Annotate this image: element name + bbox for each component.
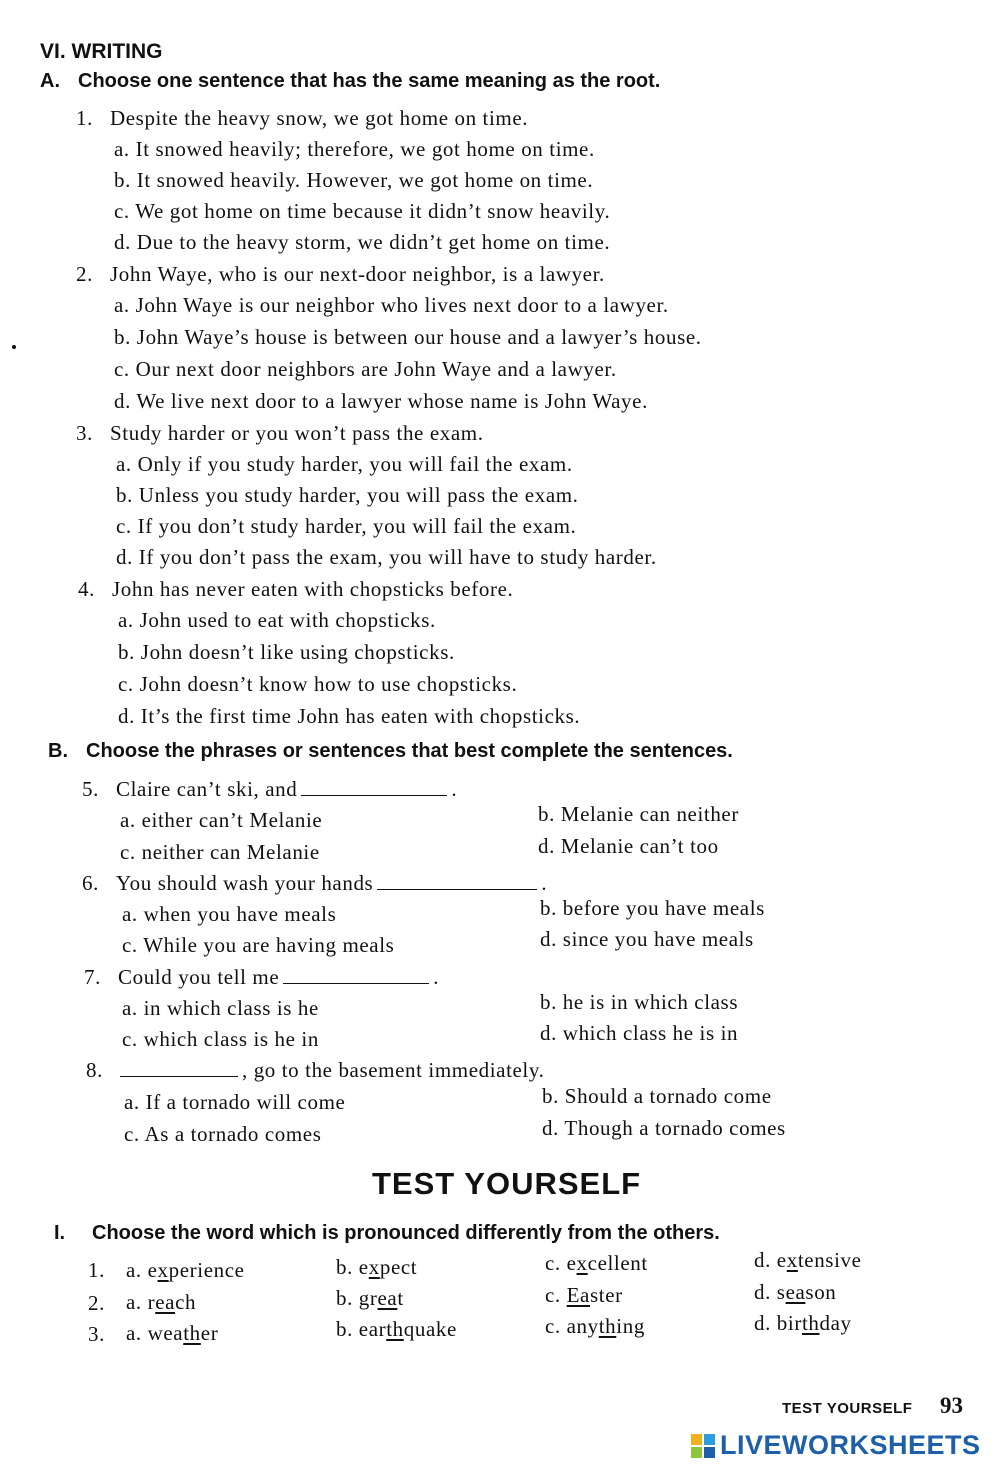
- underlined-sound: Ea: [566, 1283, 590, 1307]
- option-6c[interactable]: c. While you are having meals: [122, 933, 395, 957]
- word-part: cellent: [587, 1251, 648, 1275]
- option-4d[interactable]: d. It’s the first time John has eaten with chopsticks.: [118, 704, 581, 728]
- option-8c[interactable]: c. As a tornado comes: [124, 1122, 322, 1146]
- option-p1d[interactable]: [754, 1248, 862, 1273]
- question-7: [84, 965, 439, 990]
- part-i-title: Choose the word which is pronounced differently from the others.: [92, 1222, 720, 1244]
- option-7c[interactable]: c. which class is he in: [122, 1027, 319, 1051]
- part-b-letter: B.: [48, 740, 68, 762]
- option-2b[interactable]: b. John Waye’s house is between our house and a lawyer’s house.: [114, 325, 702, 349]
- option-7b[interactable]: b. he is in which class: [540, 990, 739, 1014]
- footer-title: TEST YOURSELF: [782, 1400, 913, 1417]
- word-part: d. e: [754, 1248, 787, 1272]
- part-i-heading: [54, 1222, 720, 1245]
- word-part: c. e: [545, 1251, 577, 1275]
- part-a-title: Choose one sentence that has the same meaning as the root.: [78, 70, 661, 92]
- question-5: [82, 777, 457, 802]
- underlined-sound: x: [157, 1258, 169, 1282]
- option-3a[interactable]: a. Only if you study harder, you will fail the exam.: [116, 452, 573, 476]
- answer-blank[interactable]: [301, 795, 447, 796]
- question-number: 2.: [76, 262, 93, 286]
- word-part: ster: [589, 1283, 623, 1307]
- question-end: .: [433, 965, 440, 989]
- question-text: You should wash your hands: [116, 871, 374, 895]
- question-text: Could you tell me: [118, 965, 280, 989]
- option-p3a[interactable]: [126, 1321, 218, 1346]
- question-8: [86, 1058, 544, 1083]
- option-1b[interactable]: b. It snowed heavily. However, we got home on time.: [114, 168, 594, 192]
- word-part: a. r: [126, 1290, 156, 1314]
- question-number: 1.: [76, 106, 93, 130]
- option-5a[interactable]: a. either can’t Melanie: [120, 808, 323, 832]
- part-a-heading: [40, 70, 660, 93]
- option-p2a[interactable]: [126, 1290, 196, 1315]
- test-yourself-title: TEST YOURSELF: [372, 1166, 642, 1201]
- word-part: t: [397, 1286, 404, 1310]
- question-number: 5.: [82, 777, 99, 801]
- question-number: 7.: [84, 965, 101, 989]
- word-part: ch: [175, 1290, 197, 1314]
- option-1c[interactable]: c. We got home on time because it didn’t snow heavily.: [114, 199, 611, 223]
- option-5c[interactable]: c. neither can Melanie: [120, 840, 320, 864]
- word-part: a. wea: [126, 1321, 184, 1345]
- part-a-letter: A.: [40, 70, 60, 92]
- underlined-sound: x: [576, 1251, 588, 1275]
- option-3d[interactable]: d. If you don’t pass the exam, you will have to study harder.: [116, 545, 657, 569]
- question-text: John has never eaten with chopsticks before.: [112, 577, 514, 601]
- option-7a[interactable]: a. in which class is he: [122, 996, 319, 1020]
- question-text: John Waye, who is our next-door neighbor, is a lawyer.: [110, 262, 605, 286]
- section-heading: VI. WRITING: [40, 40, 163, 63]
- question-text: , go to the basement immediately.: [242, 1058, 545, 1082]
- underlined-sound: th: [598, 1314, 617, 1338]
- part-b-title: Choose the phrases or sentences that best complete the sentences.: [86, 740, 733, 762]
- underlined-sound: ea: [785, 1280, 806, 1304]
- word-part: b. e: [336, 1255, 369, 1279]
- option-1a[interactable]: a. It snowed heavily; therefore, we got home on time.: [114, 137, 595, 161]
- word-part: d. s: [754, 1280, 786, 1304]
- underlined-sound: x: [786, 1248, 798, 1272]
- word-part: c. any: [545, 1314, 599, 1338]
- brand-name: LIVEWORKSHEETS: [720, 1430, 981, 1460]
- word-part: quake: [403, 1317, 457, 1341]
- word-part: er: [200, 1321, 219, 1345]
- part-b-heading: [48, 740, 733, 763]
- option-p1c[interactable]: [545, 1251, 648, 1276]
- question-2: [76, 262, 605, 287]
- word-part: c.: [545, 1283, 567, 1307]
- option-4a[interactable]: a. John used to eat with chopsticks.: [118, 608, 436, 632]
- option-p1b[interactable]: [336, 1255, 417, 1280]
- word-part: perience: [168, 1258, 245, 1282]
- liveworksheets-logo-icon: [690, 1433, 716, 1459]
- word-part: a. e: [126, 1258, 158, 1282]
- word-part: son: [805, 1280, 837, 1304]
- page-number: 93: [940, 1393, 963, 1418]
- answer-blank[interactable]: [120, 1076, 238, 1077]
- option-p3c[interactable]: [545, 1314, 645, 1339]
- question-3: [76, 421, 484, 446]
- word-part: b. ear: [336, 1317, 387, 1341]
- brand-watermark[interactable]: [690, 1430, 981, 1461]
- question-end: .: [451, 777, 458, 801]
- option-p2c[interactable]: [545, 1283, 623, 1308]
- option-6a[interactable]: a. when you have meals: [122, 902, 337, 926]
- pron-number-3: 3.: [88, 1322, 105, 1346]
- underlined-sound: ea: [377, 1286, 398, 1310]
- underlined-sound: x: [368, 1255, 380, 1279]
- option-7d[interactable]: d. which class he is in: [540, 1021, 739, 1045]
- pron-number-2: 2.: [88, 1291, 105, 1315]
- option-8b[interactable]: b. Should a tornado come: [542, 1084, 772, 1108]
- underlined-sound: th: [801, 1311, 820, 1335]
- word-part: pect: [379, 1255, 418, 1279]
- option-5d[interactable]: d. Melanie can’t too: [538, 834, 719, 858]
- option-p1a[interactable]: [126, 1258, 245, 1283]
- question-number: 3.: [76, 421, 93, 445]
- word-part: day: [819, 1311, 852, 1335]
- option-5b[interactable]: b. Melanie can neither: [538, 802, 739, 826]
- answer-blank[interactable]: [283, 983, 429, 984]
- word-part: d. bir: [754, 1311, 802, 1335]
- question-number: 6.: [82, 871, 99, 895]
- pron-number-1: 1.: [88, 1258, 105, 1282]
- word-part: tensive: [797, 1248, 862, 1272]
- option-2c[interactable]: c. Our next door neighbors are John Waye and a lawyer.: [114, 357, 617, 381]
- underlined-sound: th: [386, 1317, 404, 1341]
- option-3b[interactable]: b. Unless you study harder, you will pass the exam.: [116, 483, 579, 507]
- underlined-sound: ea: [155, 1290, 176, 1314]
- question-4: [78, 577, 513, 602]
- option-8a[interactable]: a. If a tornado will come: [124, 1090, 346, 1114]
- answer-blank[interactable]: [377, 889, 537, 890]
- option-2a[interactable]: a. John Waye is our neighbor who lives next door to a lawyer.: [114, 293, 669, 317]
- question-1: [76, 106, 528, 131]
- word-part: ing: [616, 1314, 645, 1338]
- question-number: 4.: [78, 577, 95, 601]
- part-i-letter: I.: [54, 1222, 66, 1244]
- question-number: 8.: [86, 1058, 103, 1082]
- question-end: .: [541, 871, 548, 895]
- question-text: Claire can’t ski, and: [116, 777, 298, 801]
- option-8d[interactable]: d. Though a tornado comes: [542, 1116, 786, 1140]
- option-p3d[interactable]: [754, 1311, 852, 1336]
- question-6: [82, 871, 547, 896]
- option-p2d[interactable]: [754, 1280, 836, 1305]
- option-2d[interactable]: d. We live next door to a lawyer whose name is John Waye.: [114, 389, 648, 413]
- underlined-sound: th: [183, 1321, 201, 1345]
- option-6d[interactable]: d. since you have meals: [540, 927, 754, 951]
- option-p3b[interactable]: [336, 1317, 457, 1342]
- scan-speck: [12, 345, 16, 349]
- option-p2b[interactable]: [336, 1286, 404, 1311]
- word-part: b. gr: [336, 1286, 378, 1310]
- option-4c[interactable]: c. John doesn’t know how to use chopsticks.: [118, 672, 518, 696]
- option-1d[interactable]: d. Due to the heavy storm, we didn’t get home on time.: [114, 230, 611, 254]
- question-text: Despite the heavy snow, we got home on time.: [110, 106, 529, 130]
- option-3c[interactable]: c. If you don’t study harder, you will fail the exam.: [116, 514, 577, 538]
- option-6b[interactable]: b. before you have meals: [540, 896, 765, 920]
- question-text: Study harder or you won’t pass the exam.: [110, 421, 484, 445]
- option-4b[interactable]: b. John doesn’t like using chopsticks.: [118, 640, 455, 664]
